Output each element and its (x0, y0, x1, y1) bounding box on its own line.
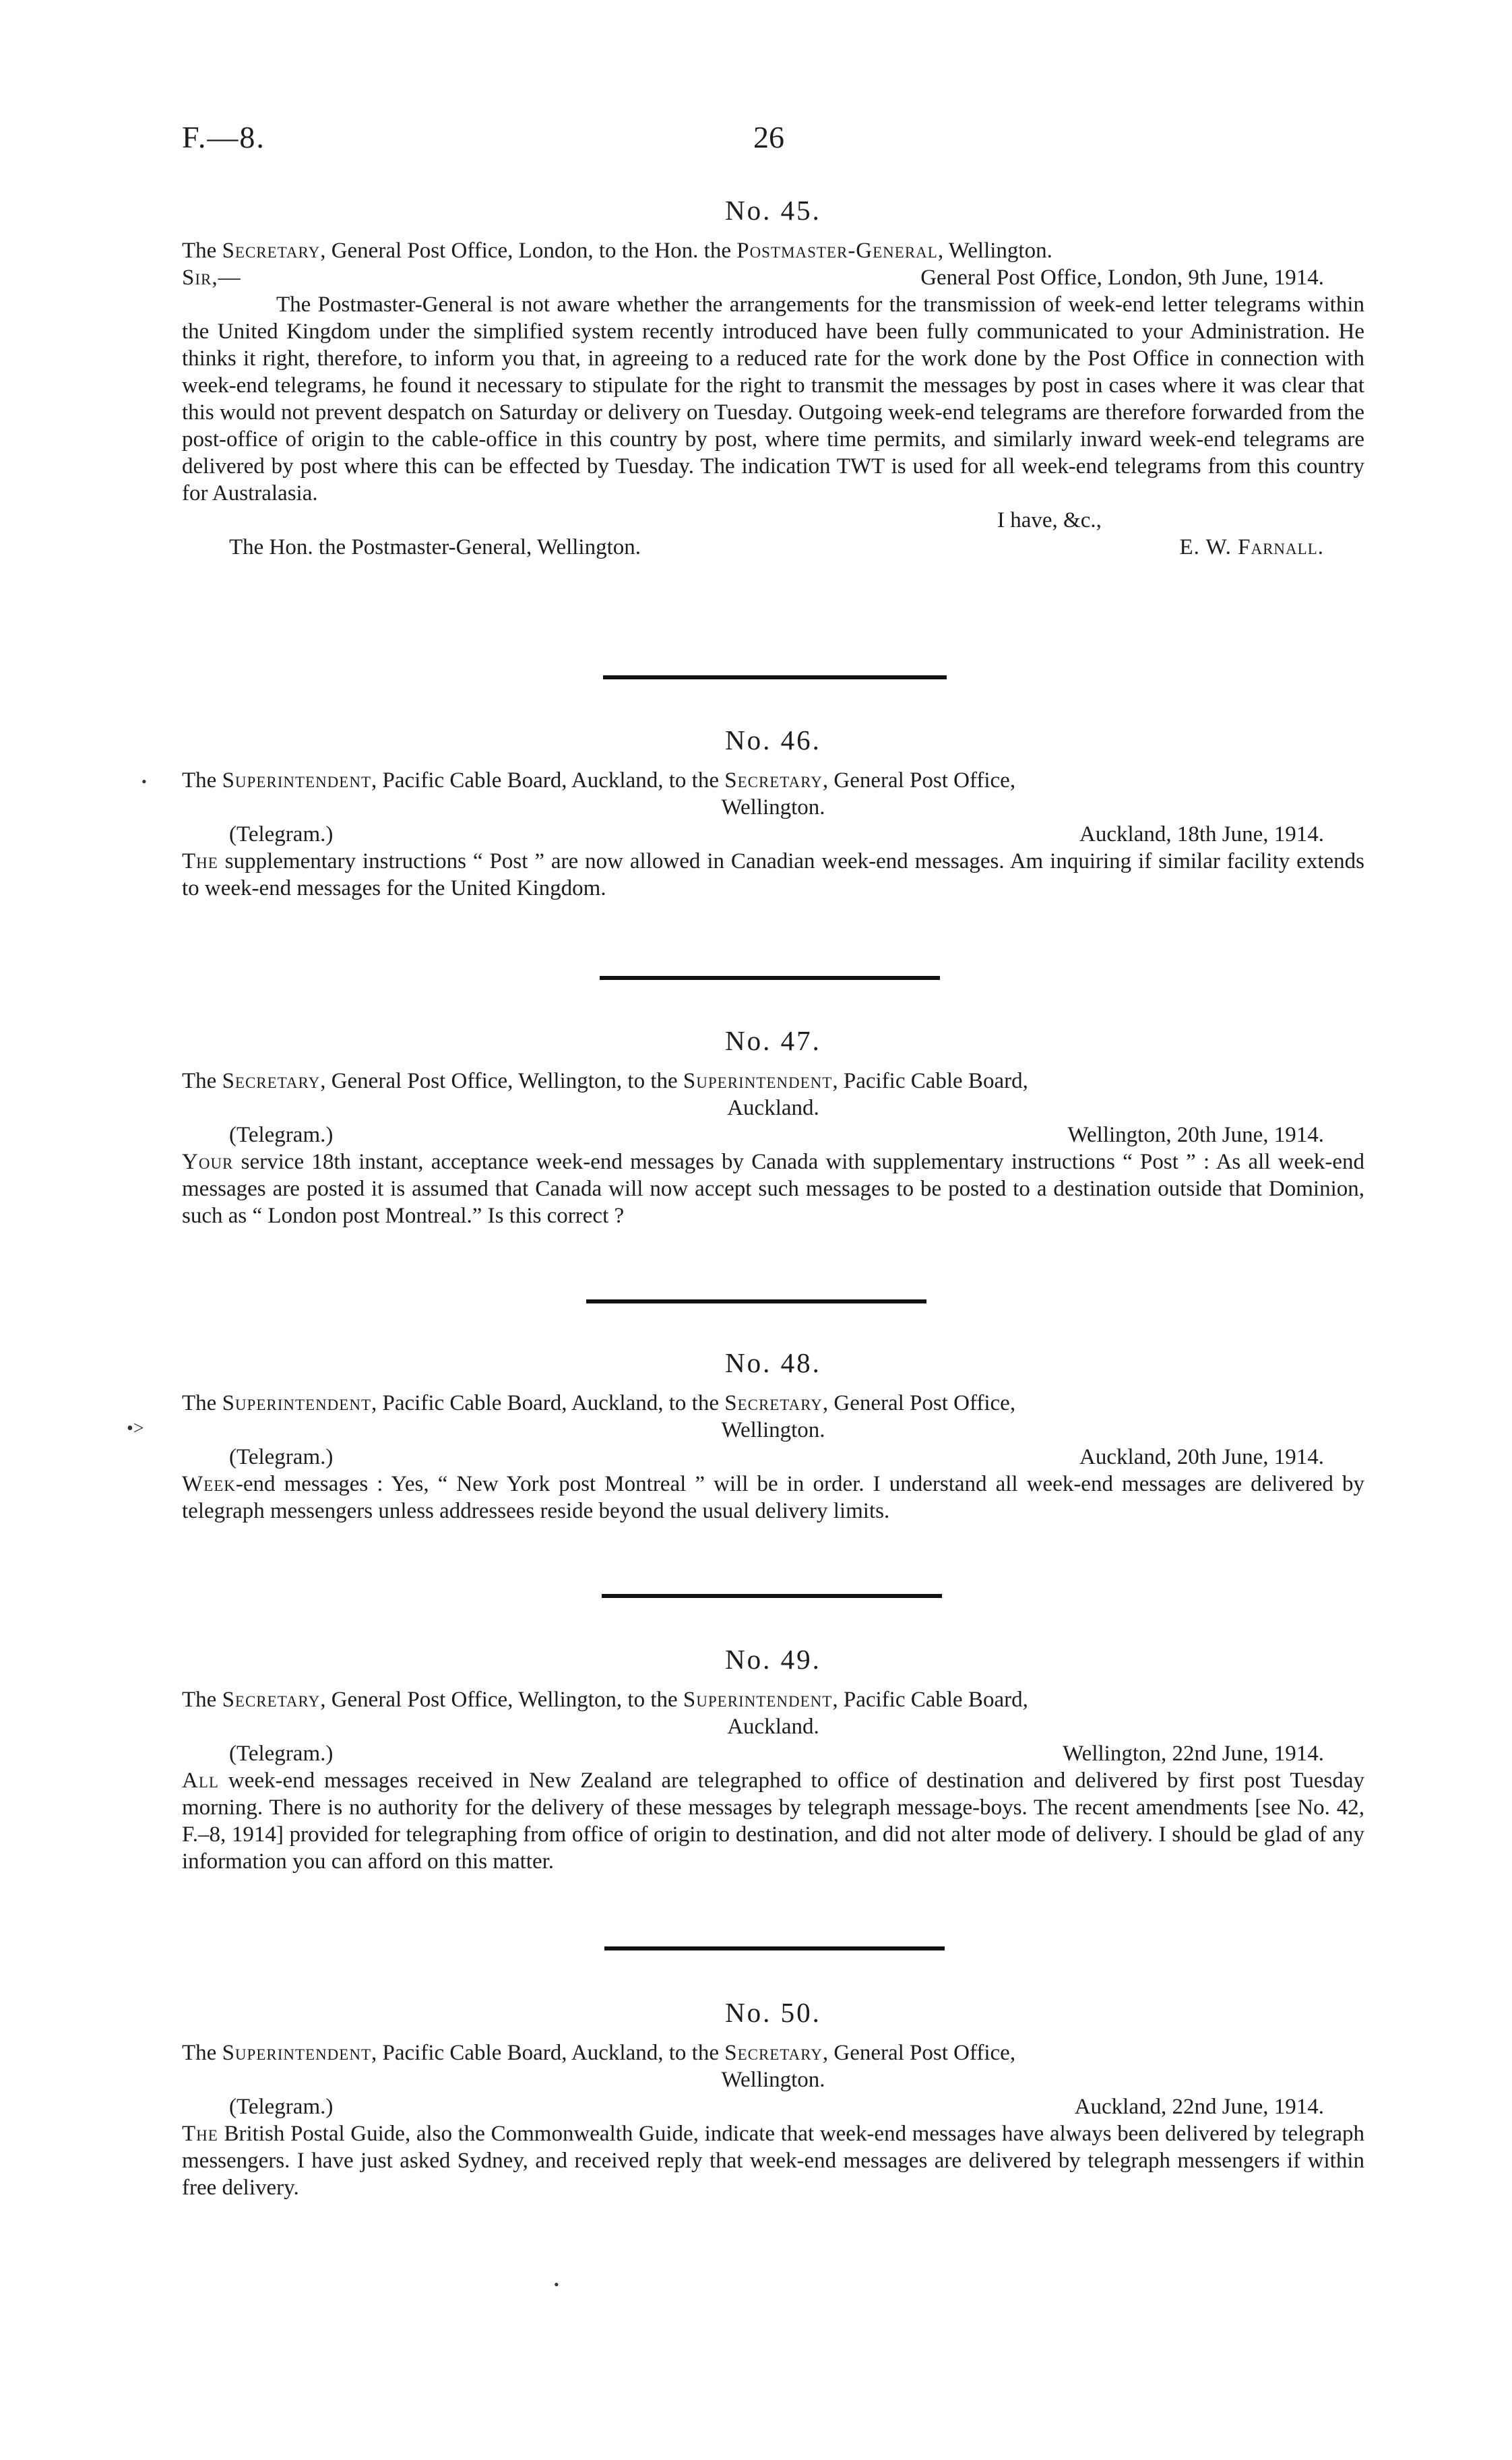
body-text: -end messages : Yes, “ New York post Montreal ” will be in order. I understand all week-end messages are delivered by telegraph messengers unless addressees reside beyond the usual delivery limits. (182, 1472, 1364, 1523)
body-text: British Postal Guide, also the Commonwealth Guide, indicate that week-end messages have always been delivered by telegraph messengers. I have just asked Sydney, and received reply that week-end messages are delivered by telegraph messengers if within free delivery. (182, 2122, 1364, 2200)
address-text: , General Post Office, Wellington, to the (320, 1069, 683, 1093)
letter-number: No. 50. (725, 1997, 821, 2028)
telegram-row (182, 1444, 1364, 1471)
letter-body (182, 1148, 1364, 1229)
address-text: , General Post Office, Wellington, to the (320, 1688, 683, 1712)
place-date: Auckland, 22nd June, 1914. (1074, 2095, 1324, 2119)
lead-word: All (182, 1769, 219, 1793)
ink-speck: •˃ (127, 1418, 144, 1439)
telegram-row (182, 1740, 1364, 1767)
addressee: The Hon. the Postmaster-General, Wellington. (229, 535, 641, 559)
section-divider (604, 1946, 945, 1950)
letter-body (182, 1471, 1364, 1525)
letter-address (182, 1686, 1364, 1713)
place-date: Wellington, 20th June, 1914. (1067, 1123, 1324, 1147)
addressee-row (182, 534, 1364, 561)
letter-46 (182, 722, 1364, 902)
telegram-row (182, 821, 1364, 848)
recipient-title: Postmaster-General (736, 239, 938, 263)
salutation: Sir,— (182, 266, 241, 290)
closing: I have, &c., (997, 508, 1102, 532)
page-number: 26 (753, 120, 784, 154)
letter-address (182, 1068, 1364, 1095)
letter-45 (182, 193, 1364, 561)
address-continuation: Wellington. (721, 1418, 825, 1442)
telegram-label: (Telegram.) (229, 822, 334, 847)
address-continuation: Wellington. (721, 2068, 825, 2092)
address-continuation: Auckland. (727, 1715, 819, 1739)
letter-address (182, 1390, 1364, 1417)
letter-number: No. 46. (725, 725, 821, 756)
letter-number: No. 45. (725, 195, 821, 226)
salutation-row (182, 264, 1364, 291)
sender-title: Secretary (222, 1069, 321, 1093)
section-divider (586, 1299, 926, 1303)
letter-body (182, 2120, 1364, 2201)
recipient-title: Superintendent (683, 1069, 833, 1093)
sender-title: Superintendent (222, 768, 372, 793)
telegram-row (182, 2093, 1364, 2120)
letter-body (182, 848, 1364, 902)
address-text: , Pacific Cable Board, (832, 1688, 1028, 1712)
letter-number: No. 49. (725, 1644, 821, 1675)
address-text: , Pacific Cable Board, (832, 1069, 1028, 1093)
letter-address (182, 2039, 1364, 2066)
address-text: , General Post Office, (822, 768, 1016, 793)
ink-speck: • (141, 773, 147, 790)
telegram-label: (Telegram.) (229, 1123, 334, 1147)
letter-48 (182, 1345, 1364, 1525)
telegram-label: (Telegram.) (229, 1445, 334, 1469)
lead-word: Your (182, 1150, 234, 1174)
address-text: The (182, 768, 222, 793)
address-text: The (182, 239, 222, 263)
recipient-title: Secretary (724, 768, 823, 793)
body-text: supplementary instructions “ Post ” are now allowed in Canadian week-end messages. Am inquiring if similar facility extends to week-end messages for the United Kingdom. (182, 849, 1364, 900)
address-text: The (182, 2041, 222, 2065)
recipient-title: Secretary (724, 1391, 823, 1415)
address-text: The (182, 1391, 222, 1415)
lead-word: Week (182, 1472, 236, 1496)
address-text: , Pacific Cable Board, Auckland, to the (371, 768, 725, 793)
address-text: , Pacific Cable Board, Auckland, to the (371, 2041, 725, 2065)
ink-speck: • (554, 2276, 559, 2293)
letter-number: No. 48. (725, 1347, 821, 1378)
letter-body (182, 1767, 1364, 1875)
signature: E. W. Farnall. (1179, 535, 1324, 559)
body-text: week-end messages received in New Zealand are telegraphed to office of destination and delivered by first post Tuesday morning. There is no authority for the delivery of these messages by telegraph message-boys. The recent amendments [see No. 42, F.–8, 1914] provided for telegraphing from office of origin to destination, and did not alter mode of delivery. I should be glad of any information you can afford on this matter. (182, 1769, 1364, 1874)
section-divider (603, 675, 947, 679)
letter-47 (182, 1023, 1364, 1229)
address-text: The (182, 1069, 222, 1093)
address-text: The (182, 1688, 222, 1712)
lead-word: The (182, 2122, 218, 2146)
section-divider (600, 976, 940, 980)
place-date: Auckland, 18th June, 1914. (1079, 822, 1324, 847)
body-text: service 18th instant, acceptance week-end messages by Canada with supplementary instructions “ Post ” : As all week-end messages are posted it is assumed that Canada will now accept such messages to be posted to a destination outside that Dominion, such as “ London post Montreal.” Is this correct ? (182, 1150, 1364, 1228)
letter-number: No. 47. (725, 1025, 821, 1056)
closing-row (182, 507, 1364, 534)
address-continuation: Auckland. (727, 1096, 819, 1120)
address-text: , Pacific Cable Board, Auckland, to the (371, 1391, 725, 1415)
lead-word: The (182, 849, 218, 873)
telegram-label: (Telegram.) (229, 2095, 334, 2119)
recipient-title: Secretary (724, 2041, 823, 2065)
address-text: , General Post Office, (822, 2041, 1016, 2065)
letter-50 (182, 1995, 1364, 2201)
sender-title: Secretary (222, 1688, 321, 1712)
letter-body: The Postmaster-General is not aware whether the arrangements for the transmission of week-end letter telegrams within the United Kingdom under the simplified system recently introduced have been fully communicated to your Administration. He thinks it right, therefore, to inform you that, in agreeing to a reduced rate for the work done by the Post Office in connection with week-end telegrams, he found it necessary to stipulate for the right to transmit the messages by post in cases where it was clear that this would not prevent despatch on Saturday or delivery on Tuesday. Outgoing week-end telegrams are therefore forwarded from the post-office of origin to the cable-office in this country by post, where time permits, and similarly inward week-end telegrams are delivered by post where this can be effected by Tuesday. The indication TWT is used for all week-end telegrams from this country for Australasia. (182, 293, 1364, 505)
telegram-label: (Telegram.) (229, 1742, 334, 1766)
sender-title: Secretary (222, 239, 321, 263)
address-text: , General Post Office, London, to the Hon. the (320, 239, 737, 263)
telegram-row (182, 1121, 1364, 1148)
address-text: , General Post Office, (822, 1391, 1016, 1415)
letter-address (182, 237, 1364, 264)
letter-address (182, 767, 1364, 794)
letter-49 (182, 1642, 1364, 1875)
recipient-title: Superintendent (683, 1688, 833, 1712)
section-divider (602, 1594, 942, 1598)
place-date: General Post Office, London, 9th June, 1914. (920, 266, 1324, 290)
address-continuation: Wellington. (721, 795, 825, 820)
place-date: Wellington, 22nd June, 1914. (1063, 1742, 1324, 1766)
address-text: , Wellington. (937, 239, 1052, 263)
series-label: F.—8. (182, 120, 265, 154)
sender-title: Superintendent (222, 1391, 372, 1415)
sender-title: Superintendent (222, 2041, 372, 2065)
place-date: Auckland, 20th June, 1914. (1079, 1445, 1324, 1469)
